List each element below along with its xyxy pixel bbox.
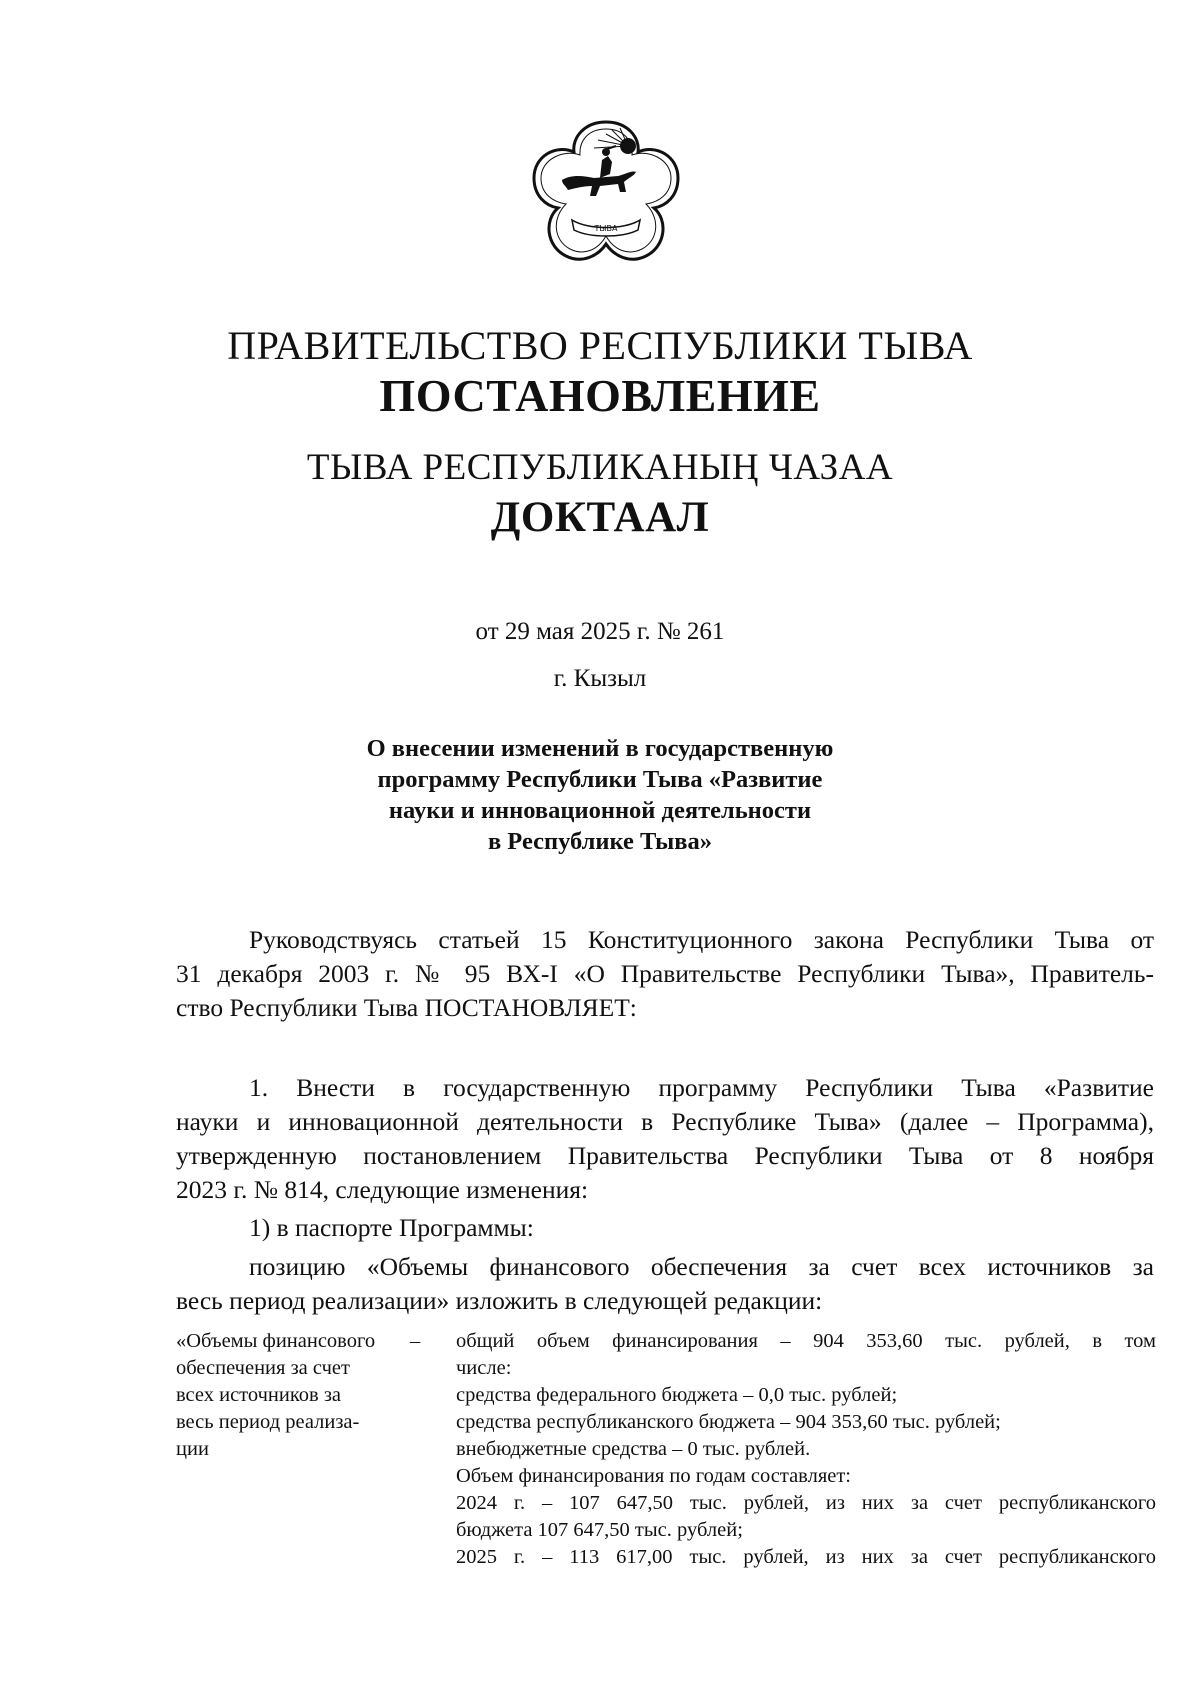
value-line: числе: (456, 1357, 512, 1379)
label-line: ции (176, 1438, 209, 1460)
value-line: 2024 г. – 107 647,50 тыс. рублей, из них за счет республиканского (456, 1492, 1156, 1514)
label-line: всех источников за (176, 1384, 342, 1406)
title-line: науки и инновационной деятельности (388, 797, 812, 824)
preamble-line: Руководствуясь статьей 15 Конституционного закона Республики Тыва от (249, 925, 1154, 954)
date-line: от 29 мая 2025 г. № 261 (475, 618, 725, 645)
item1-line: науки и инновационной деятельности в Республике Тыва» (далее – Программа), (176, 1107, 1154, 1136)
subitem-1: 1) в паспорте Программы: (249, 1213, 534, 1242)
title-line: О внесении изменений в государственную (366, 735, 834, 762)
label-line: весь период реализа- (176, 1411, 360, 1433)
doc-type-ru: ПОСТАНОВЛЕНИЕ (379, 370, 821, 421)
value-line: 2025 г. – 113 617,00 тыс. рублей, из них за счет республиканского (456, 1546, 1156, 1568)
label-line: обеспечения за счет (176, 1357, 350, 1379)
label-line: «Объемы финансового (176, 1330, 376, 1352)
doc-type-tv: ДОКТААЛ (490, 494, 710, 541)
position-line: весь период реализации» изложить в следующей редакции: (176, 1286, 823, 1315)
org-name-ru: ПРАВИТЕЛЬСТВО РЕСПУБЛИКИ ТЫВА (227, 323, 973, 368)
value-line: Объем финансирования по годам составляет: (456, 1465, 852, 1487)
table-dash: – (410, 1330, 421, 1352)
title-line: программу Республики Тыва «Развитие (377, 766, 823, 793)
emblem-caption: ТЫВА (594, 224, 618, 233)
item1-line: утвержденную постановлением Правительства Республики Тыва от 8 ноября (176, 1141, 1154, 1170)
value-line: внебюджетные средства – 0 тыс. рублей. (456, 1438, 811, 1460)
item1-line: 2023 г. № 814, следующие изменения: (176, 1175, 589, 1204)
preamble-line: 31 декабря 2003 г. № 95 ВХ-I «О Правительстве Республики Тыва», Правитель- (176, 959, 1154, 988)
city-line: г. Кызыл (553, 665, 647, 692)
item1-line: 1. Внести в государственную программу Республики Тыва «Развитие (249, 1073, 1154, 1102)
org-name-tv: ТЫВА РЕСПУБЛИКАНЫҢ ЧАЗАА (306, 447, 894, 488)
financing-table-value (456, 1328, 1156, 1571)
value-line: средства республиканского бюджета – 904 353,60 тыс. рублей; (456, 1411, 1001, 1433)
preamble-line: ство Республики Тыва ПОСТАНОВЛЯЕТ: (176, 993, 637, 1022)
position-line: позицию «Объемы финансового обеспечения за счет всех источников за (249, 1252, 1154, 1281)
financing-table-label (176, 1328, 406, 1463)
value-line: бюджета 107 647,50 тыс. рублей; (456, 1519, 743, 1541)
value-line: общий объем финансирования – 904 353,60 тыс. рублей, в том (456, 1330, 1156, 1352)
title-line: в Республике Тыва» (487, 828, 713, 855)
value-line: средства федерального бюджета – 0,0 тыс. рублей; (456, 1384, 898, 1406)
